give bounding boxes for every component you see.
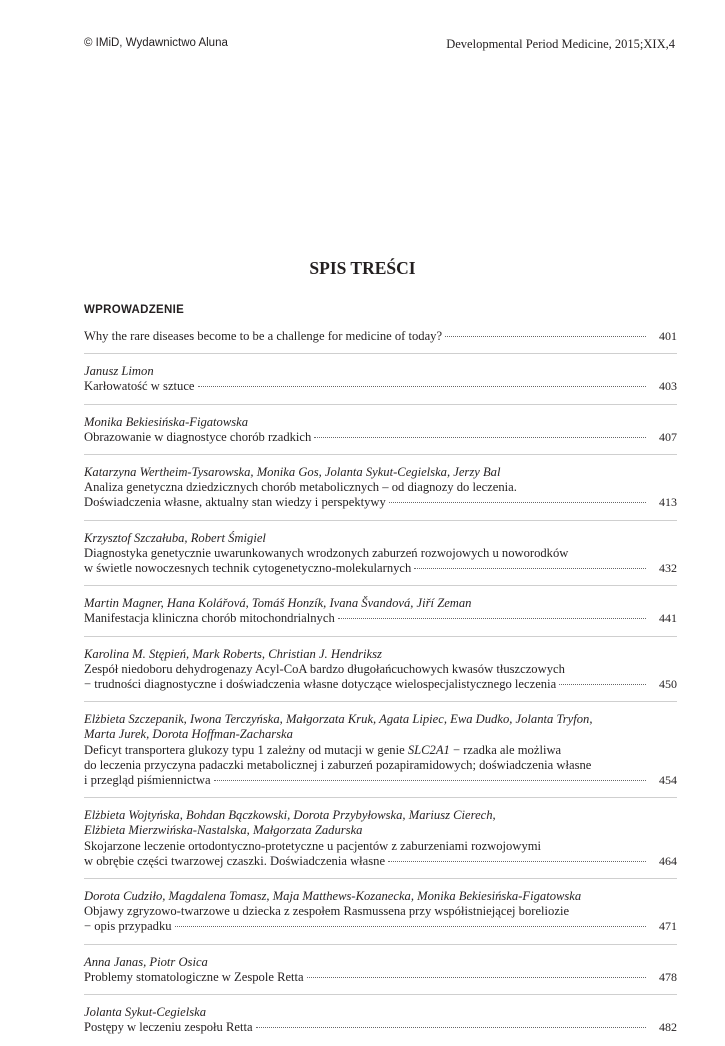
entry-authors: Elżbieta Wojtyńska, Bohdan Bączkowski, Dorota Przybyłowska, Mariusz Cierech, bbox=[84, 808, 496, 823]
toc-entry[interactable] bbox=[84, 1005, 677, 1035]
toc-entry[interactable] bbox=[84, 712, 677, 798]
dot-leader bbox=[388, 861, 646, 862]
entry-authors: Dorota Cudziło, Magdalena Tomasz, Maja Matthews-Kozanecka, Monika Bekiesińska-Figatowska bbox=[84, 889, 582, 904]
dot-leader bbox=[307, 977, 646, 978]
entry-title-line: Zespół niedoboru dehydrogenazy Acyl-CoA bardzo długołańcuchowych kwasów tłuszczowych bbox=[84, 661, 565, 676]
entry-title: Karłowatość w sztuce bbox=[84, 379, 195, 394]
toc-entry[interactable] bbox=[84, 364, 677, 404]
entry-title: Problemy stomatologiczne w Zespole Retta bbox=[84, 969, 304, 984]
entry-title: w świetle nowoczesnych technik cytogenetyczno-molekularnych bbox=[84, 561, 412, 576]
entry-authors-continued: Marta Jurek, Dorota Hoffman-Zacharska bbox=[84, 727, 293, 742]
entry-title: Doświadczenia własne, aktualny stan wiedzy i perspektywy bbox=[84, 495, 386, 510]
entry-title-line bbox=[84, 743, 677, 758]
title-text: Deficyt transportera glukozy typu 1 zależny od mutacji w genie bbox=[84, 742, 408, 757]
entry-title-line: Objawy zgryzowo-twarzowe u dziecka z zespołem Rasmussena przy współistniejącej boreliozie bbox=[84, 904, 570, 919]
entry-authors: Krzysztof Szczałuba, Robert Śmigiel bbox=[84, 530, 266, 545]
dot-leader bbox=[314, 437, 646, 438]
toc-entry[interactable] bbox=[84, 647, 677, 703]
toc-entry[interactable] bbox=[84, 889, 677, 945]
toc-entry[interactable] bbox=[84, 596, 677, 636]
dot-leader bbox=[559, 684, 646, 685]
dot-leader bbox=[414, 568, 646, 569]
dot-leader bbox=[445, 336, 646, 337]
entry-authors: Janusz Limon bbox=[84, 364, 154, 379]
toc-entry[interactable] bbox=[84, 465, 677, 521]
page-number: 450 bbox=[659, 677, 677, 692]
dot-leader bbox=[338, 618, 646, 619]
dot-leader bbox=[214, 780, 646, 781]
page-number: 482 bbox=[659, 1020, 677, 1035]
entry-authors: Karolina M. Stępień, Mark Roberts, Christian J. Hendriksz bbox=[84, 646, 382, 661]
entry-title-line: do leczenia przyczyna padaczki metabolicznej i zaburzeń pozapiramidowych; doświadczenia własne bbox=[84, 757, 592, 772]
page-number: 471 bbox=[659, 919, 677, 934]
entry-authors: Monika Bekiesińska-Figatowska bbox=[84, 414, 249, 429]
toc-entry[interactable] bbox=[84, 955, 677, 995]
entry-authors: Martin Magner, Hana Kolářová, Tomáš Honzík, Ivana Švandová, Jiří Zeman bbox=[84, 596, 472, 611]
dot-leader bbox=[198, 386, 646, 387]
entry-authors-continued: Elżbieta Mierzwińska-Nastalska, Małgorzata Zadurska bbox=[84, 823, 363, 838]
dot-leader bbox=[389, 502, 646, 503]
entry-title: − trudności diagnostyczne i doświadczenia własne dotyczące wielospecjalistycznego leczenia bbox=[84, 677, 557, 692]
entry-title: Obrazowanie w diagnostyce chorób rzadkich bbox=[84, 429, 312, 444]
entry-title: i przegląd piśmiennictwa bbox=[84, 773, 211, 788]
journal-citation: Developmental Period Medicine, 2015;XIX,4 bbox=[446, 37, 675, 51]
toc-entry[interactable] bbox=[84, 808, 677, 879]
page-number: 401 bbox=[659, 329, 677, 343]
dot-leader bbox=[256, 1027, 646, 1028]
page-number: 464 bbox=[659, 853, 677, 868]
title-text: − rzadka ale możliwa bbox=[449, 742, 562, 757]
page-number: 432 bbox=[659, 561, 677, 576]
page-number: 441 bbox=[659, 611, 677, 626]
entry-title-line: Skojarzone leczenie ortodontyczno-protetyczne u pacjentów z zaburzeniami rozwojowymi bbox=[84, 838, 542, 853]
journal-copyright: © IMiD, Wydawnictwo Aluna bbox=[84, 37, 228, 49]
entry-authors: Anna Janas, Piotr Osica bbox=[84, 954, 208, 969]
page-number: 407 bbox=[659, 429, 677, 444]
toc-entry[interactable] bbox=[84, 531, 677, 587]
entry-title: w obrębie części twarzowej czaszki. Doświadczenia własne bbox=[84, 853, 386, 868]
gene-name: SLC2A1 bbox=[407, 742, 450, 757]
entry-authors: Jolanta Sykut-Cegielska bbox=[84, 1005, 207, 1020]
page-number: 403 bbox=[659, 379, 677, 394]
page-title: SPIS TREŚCI bbox=[309, 258, 416, 278]
page-number: 478 bbox=[659, 969, 677, 984]
table-of-contents bbox=[84, 329, 677, 1046]
entry-title: Manifestacja kliniczna chorób mitochondrialnych bbox=[84, 611, 335, 626]
entry-title-line: Diagnostyka genetycznie uwarunkowanych wrodzonych zaburzeń rozwojowych u noworodków bbox=[84, 545, 569, 560]
toc-entry[interactable] bbox=[84, 329, 677, 354]
entry-title: Postępy w leczeniu zespołu Retta bbox=[84, 1020, 253, 1035]
entry-title: Why the rare diseases become to be a challenge for medicine of today? bbox=[84, 329, 443, 343]
dot-leader bbox=[175, 926, 646, 927]
page-number: 413 bbox=[659, 495, 677, 510]
section-heading: WPROWADZENIE bbox=[84, 304, 185, 316]
entry-authors: Elżbieta Szczepanik, Iwona Terczyńska, Małgorzata Kruk, Agata Lipiec, Ewa Dudko, Jolanta Tryfon, bbox=[84, 712, 593, 727]
entry-title-line: Analiza genetyczna dziedzicznych chorób metabolicznych – od diagnozy do leczenia. bbox=[84, 480, 517, 495]
page-number: 454 bbox=[659, 773, 677, 788]
entry-title: − opis przypadku bbox=[84, 919, 172, 934]
entry-authors: Katarzyna Wertheim-Tysarowska, Monika Gos, Jolanta Sykut-Cegielska, Jerzy Bal bbox=[84, 465, 501, 480]
toc-entry[interactable] bbox=[84, 415, 677, 455]
